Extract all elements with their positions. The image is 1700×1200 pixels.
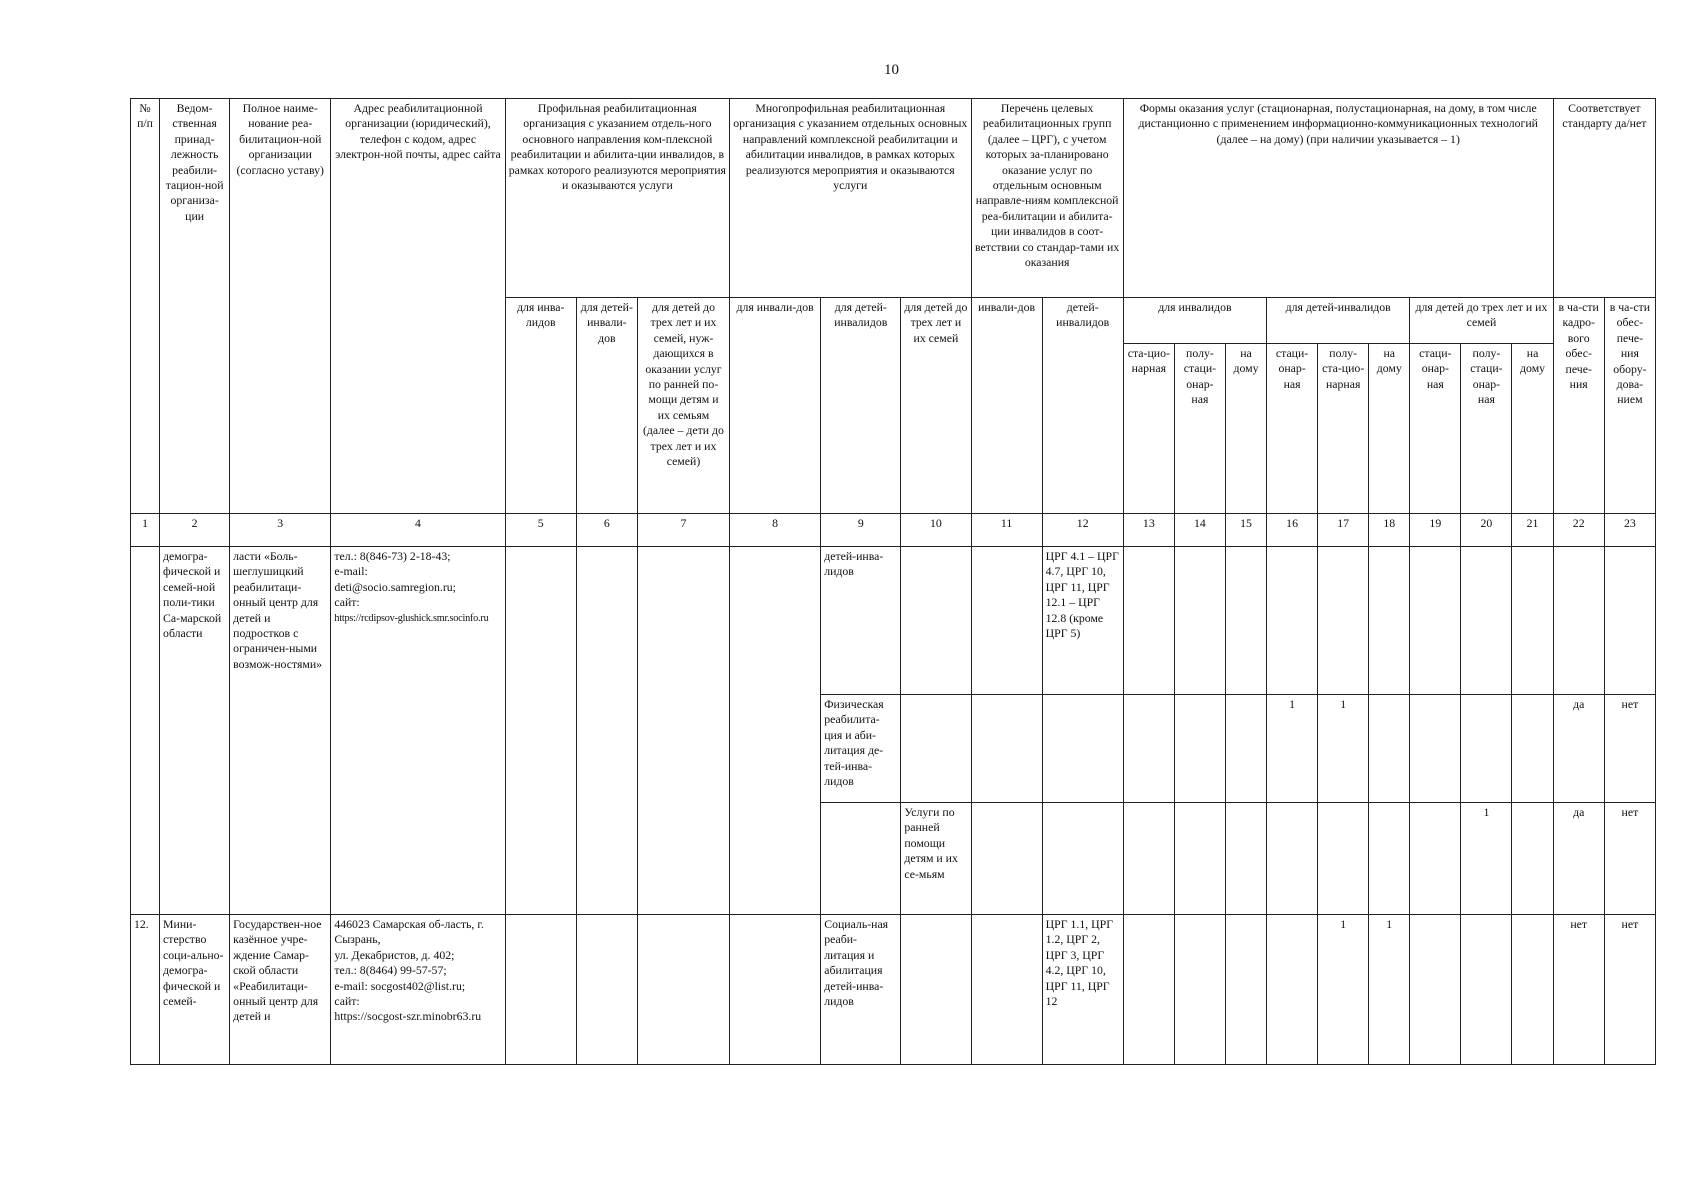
empty-cell	[821, 803, 901, 915]
staffing-compliance-cell: да	[1553, 695, 1604, 803]
empty-cell	[1512, 803, 1553, 915]
multi-disabled-children-cell: детей-инва-лидов	[821, 547, 901, 695]
subheader-semistationary-2: полу-ста-цио-нарная	[1318, 344, 1369, 514]
multi-disabled-children-cell: Социаль-ная реаби-литация и абилитация детей-инва-лидов	[821, 915, 901, 1065]
equipment-compliance-cell: нет	[1604, 915, 1655, 1065]
subheader-crg-disabled-children: детей-инвалидов	[1042, 298, 1123, 514]
column-number: 2	[160, 514, 230, 547]
empty-cell	[1225, 547, 1266, 695]
empty-cell	[1042, 695, 1123, 803]
address-text: тел.: 8(846-73) 2-18-43; e-mail: deti@socio.samregion.ru; сайт:	[334, 549, 456, 610]
row-number-cell	[131, 547, 160, 915]
empty-cell	[1461, 547, 1512, 695]
column-number: 17	[1318, 514, 1369, 547]
organization-name-cell: ласти «Боль-шеглушицкий реабилитаци-онный центр для детей и подростков с ограничен-ными возмож-ностями»	[230, 547, 331, 915]
empty-cell	[1267, 915, 1318, 1065]
header-target-groups: Перечень целевых реабилитационных групп (далее – ЦРГ), с учетом которых за-планировано оказание услуг по отдельным основным направле-ниям комплексной реа-билитации и абилита-ции инвалидов в соот-ветствии со стандар-тами их оказания	[971, 99, 1123, 298]
header-profile-org: Профильная реабилитационная организация с указанием отдель-ного основного направления ком-плексной реабилитации и абилита-ции инвалидов, в рамках которого реализуются мероприятия и оказываются услуги	[505, 99, 729, 298]
subheader-semistationary-1: полу-стаци-онар-ная	[1174, 344, 1225, 514]
row-number-cell: 12.	[131, 915, 160, 1065]
multi-disabled-children-cell: Физическая реабилита-ция и аби-литация де-тей-инва-лидов	[821, 695, 901, 803]
subheader-profile-disabled: для инва-лидов	[505, 298, 576, 514]
crg-list-cell: ЦРГ 1.1, ЦРГ 1.2, ЦРГ 2, ЦРГ 3, ЦРГ 4.2, ЦРГ 10, ЦРГ 11, ЦРГ 12	[1042, 915, 1123, 1065]
empty-cell	[1123, 915, 1174, 1065]
column-number: 8	[730, 514, 821, 547]
staffing-compliance-cell: нет	[1553, 915, 1604, 1065]
empty-cell	[1410, 803, 1461, 915]
department-cell: Мини-стерство соци-ально-демогра-фической и семей-	[160, 915, 230, 1065]
address-cell	[331, 547, 505, 915]
empty-cell	[1512, 915, 1553, 1065]
empty-cell	[1123, 803, 1174, 915]
equipment-compliance-cell: нет	[1604, 803, 1655, 915]
column-number-row	[131, 514, 1656, 547]
empty-cell	[1042, 803, 1123, 915]
empty-cell	[1174, 915, 1225, 1065]
empty-cell	[576, 547, 637, 915]
staffing-compliance-cell: да	[1553, 803, 1604, 915]
subheader-multi-early-help: для детей до трех лет и их семей	[901, 298, 971, 514]
header-multiprofile-org: Многопрофильная реабилитационная организация с указанием отдельных основных направлений комплексной реабилитации и абилитации инвалидов, в рамках которых реализуются мероприятия и оказываются услуги	[730, 99, 971, 298]
column-number: 1	[131, 514, 160, 547]
semistationary-early-cell: 1	[1461, 803, 1512, 915]
column-number: 15	[1225, 514, 1266, 547]
empty-cell	[1553, 547, 1604, 695]
address-cell: 446023 Самарская об-ласть, г. Сызрань, ул. Декабристов, д. 402; тел.: 8(8464) 99-57-57; e-mail: socgost402@list.ru; сайт: https://socgost-szr.minobr63.ru	[331, 915, 505, 1065]
column-number: 11	[971, 514, 1042, 547]
column-number: 23	[1604, 514, 1655, 547]
column-number: 16	[1267, 514, 1318, 547]
empty-cell	[1174, 803, 1225, 915]
empty-cell	[1225, 915, 1266, 1065]
subheader-home-2: на дому	[1369, 344, 1410, 514]
column-number: 19	[1410, 514, 1461, 547]
header-number: № п/п	[131, 99, 160, 514]
empty-cell	[730, 915, 821, 1065]
empty-cell	[576, 915, 637, 1065]
column-number: 9	[821, 514, 901, 547]
empty-cell	[505, 547, 576, 915]
subheader-stationary-2: стаци-онар-ная	[1267, 344, 1318, 514]
column-number: 22	[1553, 514, 1604, 547]
empty-cell	[1174, 695, 1225, 803]
empty-cell	[1225, 803, 1266, 915]
subheader-crg-disabled: инвали-дов	[971, 298, 1042, 514]
semistationary-children-cell: 1	[1318, 695, 1369, 803]
empty-cell	[730, 547, 821, 915]
subheader-forms-disabled-children: для детей-инвалидов	[1267, 298, 1410, 344]
empty-cell	[971, 915, 1042, 1065]
empty-cell	[1410, 547, 1461, 695]
crg-list-cell: ЦРГ 4.1 – ЦРГ 4.7, ЦРГ 10, ЦРГ 11, ЦРГ 12.1 – ЦРГ 12.8 (кроме ЦРГ 5)	[1042, 547, 1123, 695]
page-number: 10	[884, 62, 899, 78]
subheader-forms-early-help: для детей до трех лет и их семей	[1410, 298, 1553, 344]
empty-cell	[1369, 695, 1410, 803]
column-number: 20	[1461, 514, 1512, 547]
column-number: 6	[576, 514, 637, 547]
equipment-compliance-cell: нет	[1604, 695, 1655, 803]
empty-cell	[1174, 547, 1225, 695]
column-number: 14	[1174, 514, 1225, 547]
empty-cell	[901, 547, 971, 695]
column-number: 12	[1042, 514, 1123, 547]
website-link[interactable]: https://rcdipsov-glushick.smr.socinfo.ru	[334, 612, 489, 624]
empty-cell	[1410, 915, 1461, 1065]
empty-cell	[1267, 547, 1318, 695]
column-number: 18	[1369, 514, 1410, 547]
empty-cell	[1461, 915, 1512, 1065]
column-number: 13	[1123, 514, 1174, 547]
empty-cell	[1604, 547, 1655, 695]
subheader-forms-disabled: для инвалидов	[1123, 298, 1266, 344]
empty-cell	[505, 915, 576, 1065]
header-address: Адрес реабилитационной организации (юридический), телефон с кодом, адрес электрон-ной почты, адрес сайта	[331, 99, 505, 514]
empty-cell	[1225, 695, 1266, 803]
header-full-name: Полное наиме-нование реа-билитацион-ной организации (согласно уставу)	[230, 99, 331, 514]
subheader-stationary-3: стаци-онар-ная	[1410, 344, 1461, 514]
header-service-forms: Формы оказания услуг (стационарная, полустационарная, на дому, в том числе дистанционно с применением информационно-коммуникационных технологий (далее – на дому) (при наличии указывается – 1)	[1123, 99, 1553, 298]
column-number: 4	[331, 514, 505, 547]
empty-cell	[1318, 803, 1369, 915]
subheader-equipment: в ча-сти обес-пече-ния обору-дова-нием	[1604, 298, 1655, 514]
empty-cell	[1123, 547, 1174, 695]
organization-name-cell: Государствен-ное казённое учре-ждение Самар-ской области «Реабилитаци-онный центр для детей и	[230, 915, 331, 1065]
subheader-stationary-1: ста-цио-нарная	[1123, 344, 1174, 514]
table-row	[131, 915, 1656, 1065]
column-number: 7	[637, 514, 729, 547]
empty-cell	[637, 915, 729, 1065]
subheader-multi-disabled-children: для детей-инвалидов	[821, 298, 901, 514]
empty-cell	[1461, 695, 1512, 803]
empty-cell	[1318, 547, 1369, 695]
subheader-home-1: на дому	[1225, 344, 1266, 514]
column-number: 21	[1512, 514, 1553, 547]
empty-cell	[637, 547, 729, 915]
subheader-profile-early-help: для детей до трех лет и их семей, нуж-дающихся в оказании услуг по ранней по-мощи детям и их семьям (далее – дети до трех лет и их семей)	[637, 298, 729, 514]
empty-cell	[971, 547, 1042, 695]
subheader-home-3: на дому	[1512, 344, 1553, 514]
empty-cell	[1267, 803, 1318, 915]
empty-cell	[1512, 695, 1553, 803]
column-number: 5	[505, 514, 576, 547]
header-department: Ведом-ственная принад-лежность реабили-тацион-ной организа-ции	[160, 99, 230, 514]
empty-cell	[1512, 547, 1553, 695]
empty-cell	[971, 803, 1042, 915]
empty-cell	[971, 695, 1042, 803]
subheader-staffing: в ча-сти кадро-вого обес-пече-ния	[1553, 298, 1604, 514]
empty-cell	[1410, 695, 1461, 803]
empty-cell	[1123, 695, 1174, 803]
empty-cell	[901, 695, 971, 803]
home-children-cell: 1	[1369, 915, 1410, 1065]
semistationary-children-cell: 1	[1318, 915, 1369, 1065]
multi-early-help-cell: Услуги по ранней помощи детям и их се-мьям	[901, 803, 971, 915]
empty-cell	[1369, 547, 1410, 695]
subheader-semistationary-3: полу-стаци-онар-ная	[1461, 344, 1512, 514]
empty-cell	[901, 915, 971, 1065]
header-standard-compliance: Соответствует стандарту да/нет	[1553, 99, 1655, 298]
subheader-multi-disabled: для инвали-дов	[730, 298, 821, 514]
column-number: 10	[901, 514, 971, 547]
column-number: 3	[230, 514, 331, 547]
empty-cell	[1369, 803, 1410, 915]
subheader-profile-disabled-children: для детей-инвали-дов	[576, 298, 637, 514]
rehab-organizations-table	[130, 98, 1656, 1065]
department-cell: демогра-фической и семей-ной поли-тики Са-марской области	[160, 547, 230, 915]
table-row	[131, 547, 1656, 695]
stationary-children-cell: 1	[1267, 695, 1318, 803]
